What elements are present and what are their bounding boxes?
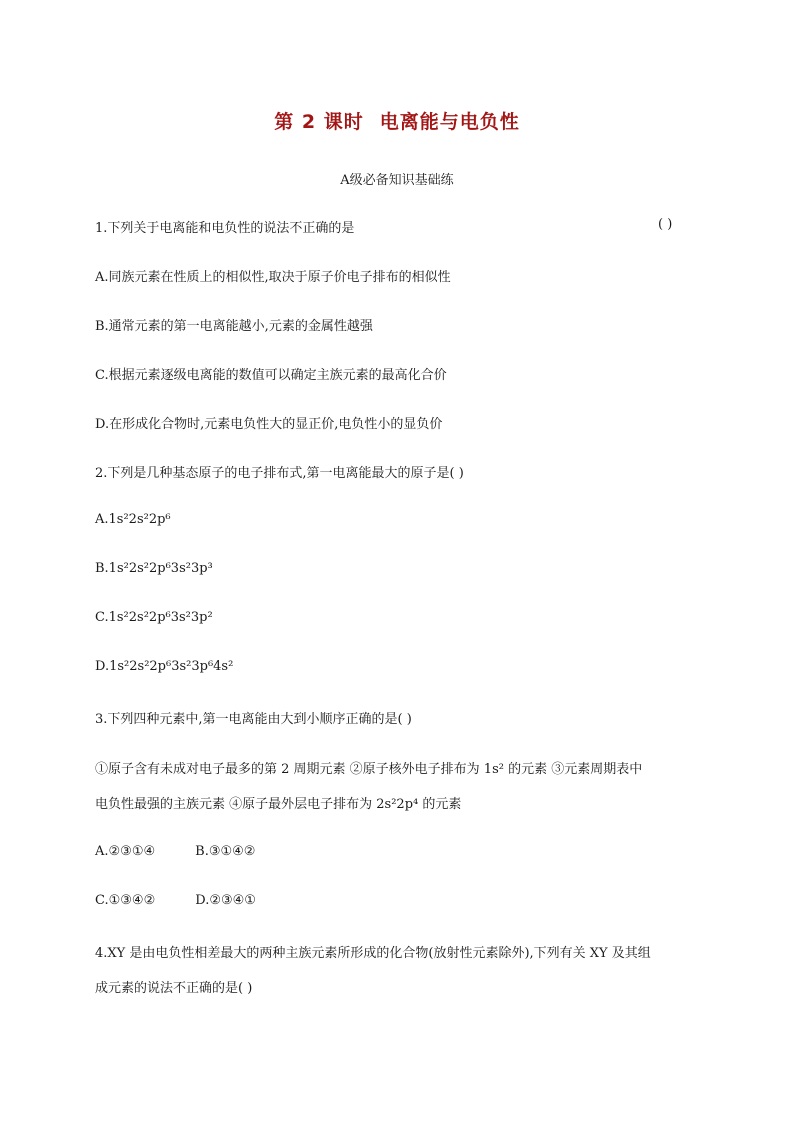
lesson-topic: 电离能与电负性 xyxy=(379,111,520,133)
question-3-option-c: C.①③④② xyxy=(95,893,156,908)
question-4-stem-line-2: 成元素的说法不正确的是( ) xyxy=(95,981,253,996)
question-2-stem: 2.下列是几种基态原子的电子排布式,第一电离能最大的原子是( ) xyxy=(95,466,464,481)
question-2-option-b: B.1s²2s²2p⁶3s²3p³ xyxy=(95,561,213,576)
question-3-description-line-1: ①原子含有未成对电子最多的第 2 周期元素 ②原子核外电子排布为 1s² 的元素 ③元素周期表中 xyxy=(95,762,643,777)
question-3-option-b: B.③①④② xyxy=(195,844,256,859)
question-1-stem: 1.下列关于电离能和电负性的说法不正确的是 xyxy=(95,221,355,236)
question-1-option-b: B.通常元素的第一电离能越小,元素的金属性越强 xyxy=(95,319,373,334)
lesson-number: 第 2 课时 xyxy=(274,111,364,133)
question-2-option-d: D.1s²2s²2p⁶3s²3p⁶4s² xyxy=(95,659,234,674)
question-3-option-d: D.②③④① xyxy=(195,893,256,908)
question-3-options-row-2 xyxy=(95,893,256,908)
question-1-option-d: D.在形成化合物时,元素电负性大的显正价,电负性小的显负价 xyxy=(95,417,443,432)
question-3-option-a: A.②③①④ xyxy=(95,844,156,859)
page-title xyxy=(0,107,794,134)
question-3-options-row-1 xyxy=(95,844,255,859)
question-1-option-c: C.根据元素逐级电离能的数值可以确定主族元素的最高化合价 xyxy=(95,368,447,383)
question-1-option-a: A.同族元素在性质上的相似性,取决于原子价电子排布的相似性 xyxy=(95,270,451,285)
question-2-option-c: C.1s²2s²2p⁶3s²3p² xyxy=(95,610,213,625)
question-1-answer-bracket: ( ) xyxy=(658,217,673,232)
question-2-option-a: A.1s²2s²2p⁶ xyxy=(95,512,171,527)
question-4-stem-line-1: 4.XY 是由电负性相差最大的两种主族元素所形成的化合物(放射性元素除外),下列有关 XY 及其组 xyxy=(95,946,651,961)
question-3-stem: 3.下列四种元素中,第一电离能由大到小顺序正确的是( ) xyxy=(95,712,412,727)
question-3-description-line-2: 电负性最强的主族元素 ④原子最外层电子排布为 2s²2p⁴ 的元素 xyxy=(95,797,462,812)
section-level-heading: A级必备知识基础练 xyxy=(340,173,454,188)
